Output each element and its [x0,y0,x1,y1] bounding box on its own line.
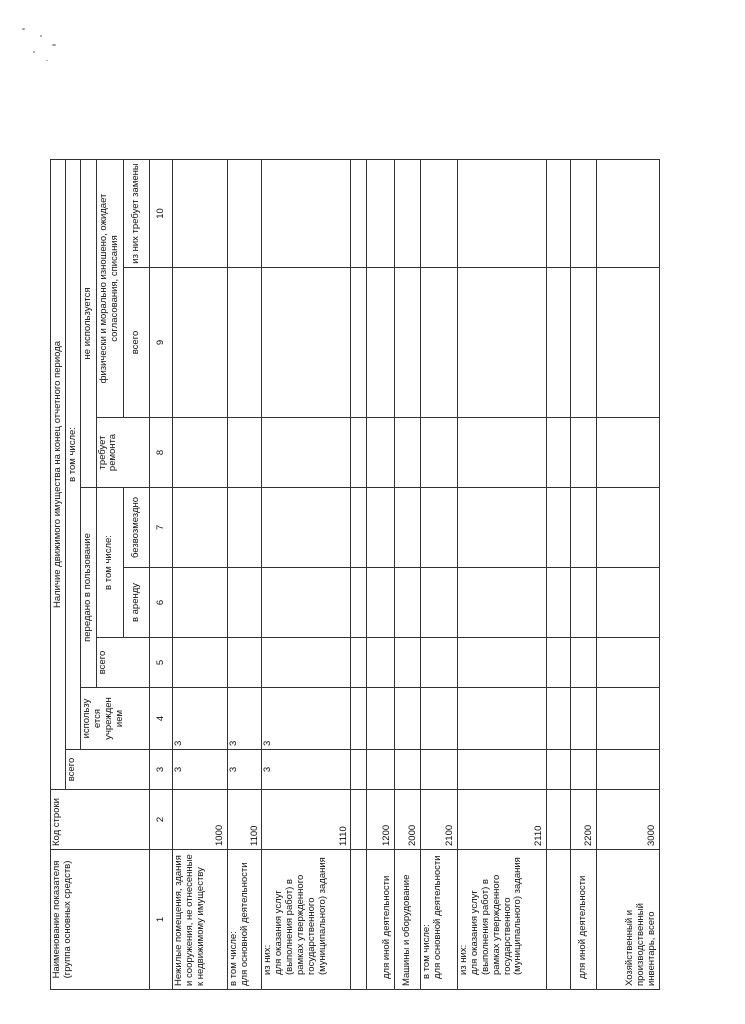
row-used [546,688,570,750]
row-code [351,790,366,850]
header-worn-replace: из них требует замены [123,159,149,267]
row-name: в том числе: для основной деятельности [227,850,262,990]
row-code: 1100 [227,790,262,850]
header-worn: физически и морально изношено, ожидает согласования, списания [96,159,123,417]
row-used [351,688,366,750]
assets-table [50,159,660,990]
row-name: из них: для оказания услуг (выполнения работ) в рамках утвержденного государственного (муниципального) задания [262,850,351,990]
row-used [366,688,394,750]
header-transferred: передано в пользование [81,488,96,688]
row-name: Нежилые помещения, здания и сооружения, не отнесенные к недвижимому имуществу [173,850,227,990]
header-code-col: Код строки [51,790,150,850]
row-total [457,750,546,790]
header-incl: в том числе: [66,159,81,749]
row-total [394,750,420,790]
header-total: всего [66,750,149,790]
col-number: 8 [149,418,173,488]
row-total [546,750,570,790]
row-used: 3 [262,688,351,750]
row-total [570,750,596,790]
row-used [596,688,659,750]
table-row [394,159,420,989]
header-transferred-incl: в том числе: [96,488,123,638]
col-number: 1 [149,850,173,990]
header-not-used: не используется [81,159,96,487]
row-used [394,688,420,750]
table-row [227,159,262,989]
row-used [570,688,596,750]
row-code: 2110 [457,790,546,850]
table-row [570,159,596,989]
row-code: 2000 [394,790,420,850]
header-main: Наличие движимого имущества на конец отчетного периода [51,159,66,789]
table-row [457,159,546,989]
header-name-col: Наименование показателя (группа основных средств) [51,850,150,990]
row-code [546,790,570,850]
row-used: 3 [173,688,227,750]
row-total [366,750,394,790]
row-name: в том числе: для основной деятельности [420,850,457,990]
table-row [596,159,659,989]
header-used: использу ется учрежден ием [81,688,149,750]
row-name: для иной деятельности [570,850,596,990]
row-name: Хозяйственный и производственный инвентарь, всего [596,850,659,990]
col-number: 3 [149,750,173,790]
row-code: 3000 [596,790,659,850]
row-code: 2100 [420,790,457,850]
row-total: 3 [262,750,351,790]
row-code: 1000 [173,790,227,850]
header-repair: требует ремонта [96,418,149,488]
header-transferred-total: всего [96,638,149,688]
col-number: 9 [149,268,173,418]
row-total: 3 [173,750,227,790]
header-worn-total: всего [123,268,149,418]
table-row [546,159,570,989]
row-code: 1110 [262,790,351,850]
row-code: 2200 [570,790,596,850]
col-number: 5 [149,638,173,688]
header-rent: в аренду [123,568,149,638]
table-row [173,159,227,989]
table-row [262,159,351,989]
row-name: из них: для оказания услуг (выполнения работ) в рамках утвержденного государственного (муниципального) задания [457,850,546,990]
col-number: 10 [149,159,173,267]
row-code: 1200 [366,790,394,850]
col-number: 6 [149,568,173,638]
row-name: Машины и оборудование [394,850,420,990]
table-row [366,159,394,989]
table-row [351,159,366,989]
row-name [351,850,366,990]
col-number: 2 [149,790,173,850]
row-used [457,688,546,750]
row-total [420,750,457,790]
row-used: 3 [227,688,262,750]
row-total [351,750,366,790]
row-total: 3 [227,750,262,790]
col-number: 4 [149,688,173,750]
row-name: для иной деятельности [366,850,394,990]
row-used [420,688,457,750]
header-free: безвозмездно [123,488,149,568]
row-total [596,750,659,790]
row-name [546,850,570,990]
col-number: 7 [149,488,173,568]
table-row [420,159,457,989]
